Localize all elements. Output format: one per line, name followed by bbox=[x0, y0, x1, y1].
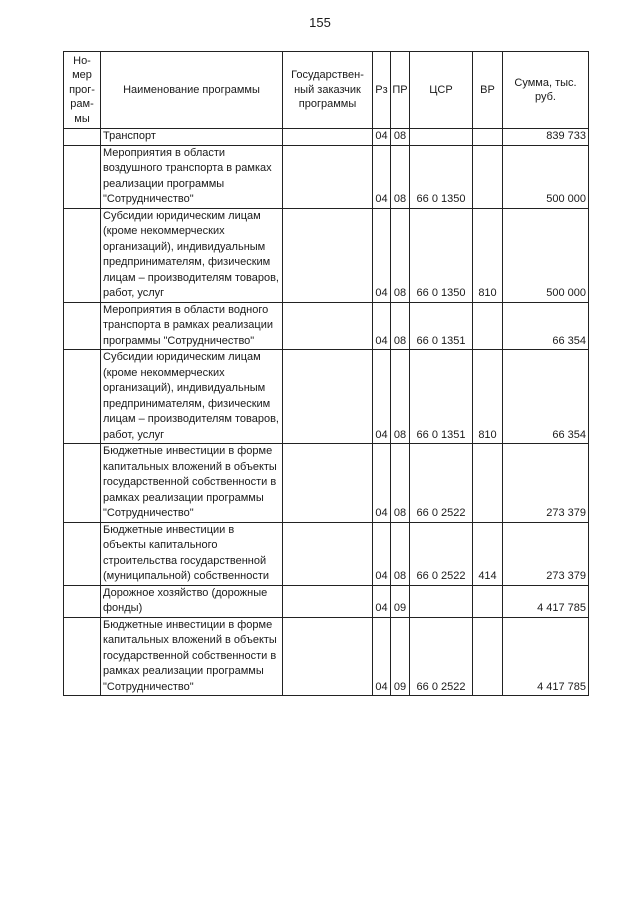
cell-vr: 414 bbox=[473, 522, 503, 585]
cell-program-name: Бюджетные инвестиции в объекты капитального строительства государственной (муниципальной) собственности bbox=[101, 522, 283, 585]
cell-rz: 04 bbox=[373, 129, 391, 146]
cell-program-name: Субсидии юридическим лицам (кроме некоммерческих организаций), индивидуальным предпринимателям, физическим лицам – производителям товаров, работ, услуг bbox=[101, 208, 283, 302]
cell-program-number bbox=[64, 350, 101, 444]
header-program-number: Но-мер прог-рам-мы bbox=[64, 52, 101, 129]
cell-program-name: Транспорт bbox=[101, 129, 283, 146]
cell-csr: 66 0 2522 bbox=[410, 522, 473, 585]
table-row bbox=[64, 145, 589, 208]
cell-vr bbox=[473, 617, 503, 696]
cell-program-number bbox=[64, 522, 101, 585]
header-vr: ВР bbox=[473, 52, 503, 129]
table-header bbox=[64, 52, 589, 129]
cell-pr: 09 bbox=[391, 617, 410, 696]
page-number: 155 bbox=[309, 15, 331, 30]
cell-vr bbox=[473, 145, 503, 208]
cell-program-name: Мероприятия в области воздушного транспорта в рамках реализации программы "Сотрудничество" bbox=[101, 145, 283, 208]
cell-rz: 04 bbox=[373, 522, 391, 585]
cell-csr bbox=[410, 129, 473, 146]
cell-rz: 04 bbox=[373, 444, 391, 523]
cell-csr bbox=[410, 585, 473, 617]
cell-pr: 08 bbox=[391, 350, 410, 444]
cell-customer bbox=[283, 129, 373, 146]
cell-program-name: Дорожное хозяйство (дорожные фонды) bbox=[101, 585, 283, 617]
cell-csr: 66 0 1351 bbox=[410, 350, 473, 444]
cell-vr: 810 bbox=[473, 208, 503, 302]
cell-pr: 09 bbox=[391, 585, 410, 617]
header-customer: Государствен-ный заказчик программы bbox=[283, 52, 373, 129]
cell-program-number bbox=[64, 208, 101, 302]
cell-sum: 500 000 bbox=[503, 208, 589, 302]
cell-csr: 66 0 2522 bbox=[410, 444, 473, 523]
cell-program-name: Мероприятия в области водного транспорта в рамках реализации программы "Сотрудничество" bbox=[101, 302, 283, 350]
cell-rz: 04 bbox=[373, 145, 391, 208]
cell-sum: 4 417 785 bbox=[503, 585, 589, 617]
cell-vr: 810 bbox=[473, 350, 503, 444]
cell-program-name: Бюджетные инвестиции в форме капитальных вложений в объекты государственной собственности в рамках реализации программы "Сотрудничество" bbox=[101, 444, 283, 523]
cell-csr: 66 0 1350 bbox=[410, 208, 473, 302]
table-body bbox=[64, 129, 589, 696]
cell-sum: 839 733 bbox=[503, 129, 589, 146]
cell-program-number bbox=[64, 585, 101, 617]
cell-program-number bbox=[64, 145, 101, 208]
cell-customer bbox=[283, 208, 373, 302]
cell-rz: 04 bbox=[373, 585, 391, 617]
table-row bbox=[64, 302, 589, 350]
cell-csr: 66 0 2522 bbox=[410, 617, 473, 696]
cell-customer bbox=[283, 444, 373, 523]
cell-csr: 66 0 1351 bbox=[410, 302, 473, 350]
cell-rz: 04 bbox=[373, 302, 391, 350]
cell-rz: 04 bbox=[373, 350, 391, 444]
table-row bbox=[64, 585, 589, 617]
cell-customer bbox=[283, 585, 373, 617]
cell-customer bbox=[283, 522, 373, 585]
table-row bbox=[64, 350, 589, 444]
cell-customer bbox=[283, 350, 373, 444]
cell-vr bbox=[473, 129, 503, 146]
table-row bbox=[64, 617, 589, 696]
table-row bbox=[64, 444, 589, 523]
cell-program-number bbox=[64, 302, 101, 350]
cell-rz: 04 bbox=[373, 617, 391, 696]
cell-pr: 08 bbox=[391, 302, 410, 350]
cell-pr: 08 bbox=[391, 444, 410, 523]
cell-sum: 4 417 785 bbox=[503, 617, 589, 696]
cell-program-name: Субсидии юридическим лицам (кроме некоммерческих организаций), индивидуальным предпринимателям, физическим лицам – производителям товаров, работ, услуг bbox=[101, 350, 283, 444]
table-row bbox=[64, 129, 589, 146]
cell-pr: 08 bbox=[391, 522, 410, 585]
cell-vr bbox=[473, 585, 503, 617]
header-pr: ПР bbox=[391, 52, 410, 129]
cell-sum: 273 379 bbox=[503, 522, 589, 585]
header-rz: Рз bbox=[373, 52, 391, 129]
header-csr: ЦСР bbox=[410, 52, 473, 129]
cell-pr: 08 bbox=[391, 145, 410, 208]
cell-pr: 08 bbox=[391, 129, 410, 146]
table-row bbox=[64, 522, 589, 585]
header-sum: Сумма, тыс. руб. bbox=[503, 52, 589, 129]
cell-customer bbox=[283, 302, 373, 350]
cell-sum: 273 379 bbox=[503, 444, 589, 523]
table-row bbox=[64, 208, 589, 302]
program-budget-table bbox=[63, 51, 589, 696]
cell-sum: 66 354 bbox=[503, 302, 589, 350]
cell-program-number bbox=[64, 129, 101, 146]
cell-rz: 04 bbox=[373, 208, 391, 302]
cell-program-number bbox=[64, 617, 101, 696]
cell-vr bbox=[473, 444, 503, 523]
cell-program-name: Бюджетные инвестиции в форме капитальных вложений в объекты государственной собственности в рамках реализации программы "Сотрудничество" bbox=[101, 617, 283, 696]
cell-pr: 08 bbox=[391, 208, 410, 302]
header-program-name: Наименование программы bbox=[101, 52, 283, 129]
cell-sum: 66 354 bbox=[503, 350, 589, 444]
cell-customer bbox=[283, 617, 373, 696]
cell-csr: 66 0 1350 bbox=[410, 145, 473, 208]
cell-sum: 500 000 bbox=[503, 145, 589, 208]
cell-vr bbox=[473, 302, 503, 350]
cell-program-number bbox=[64, 444, 101, 523]
cell-customer bbox=[283, 145, 373, 208]
